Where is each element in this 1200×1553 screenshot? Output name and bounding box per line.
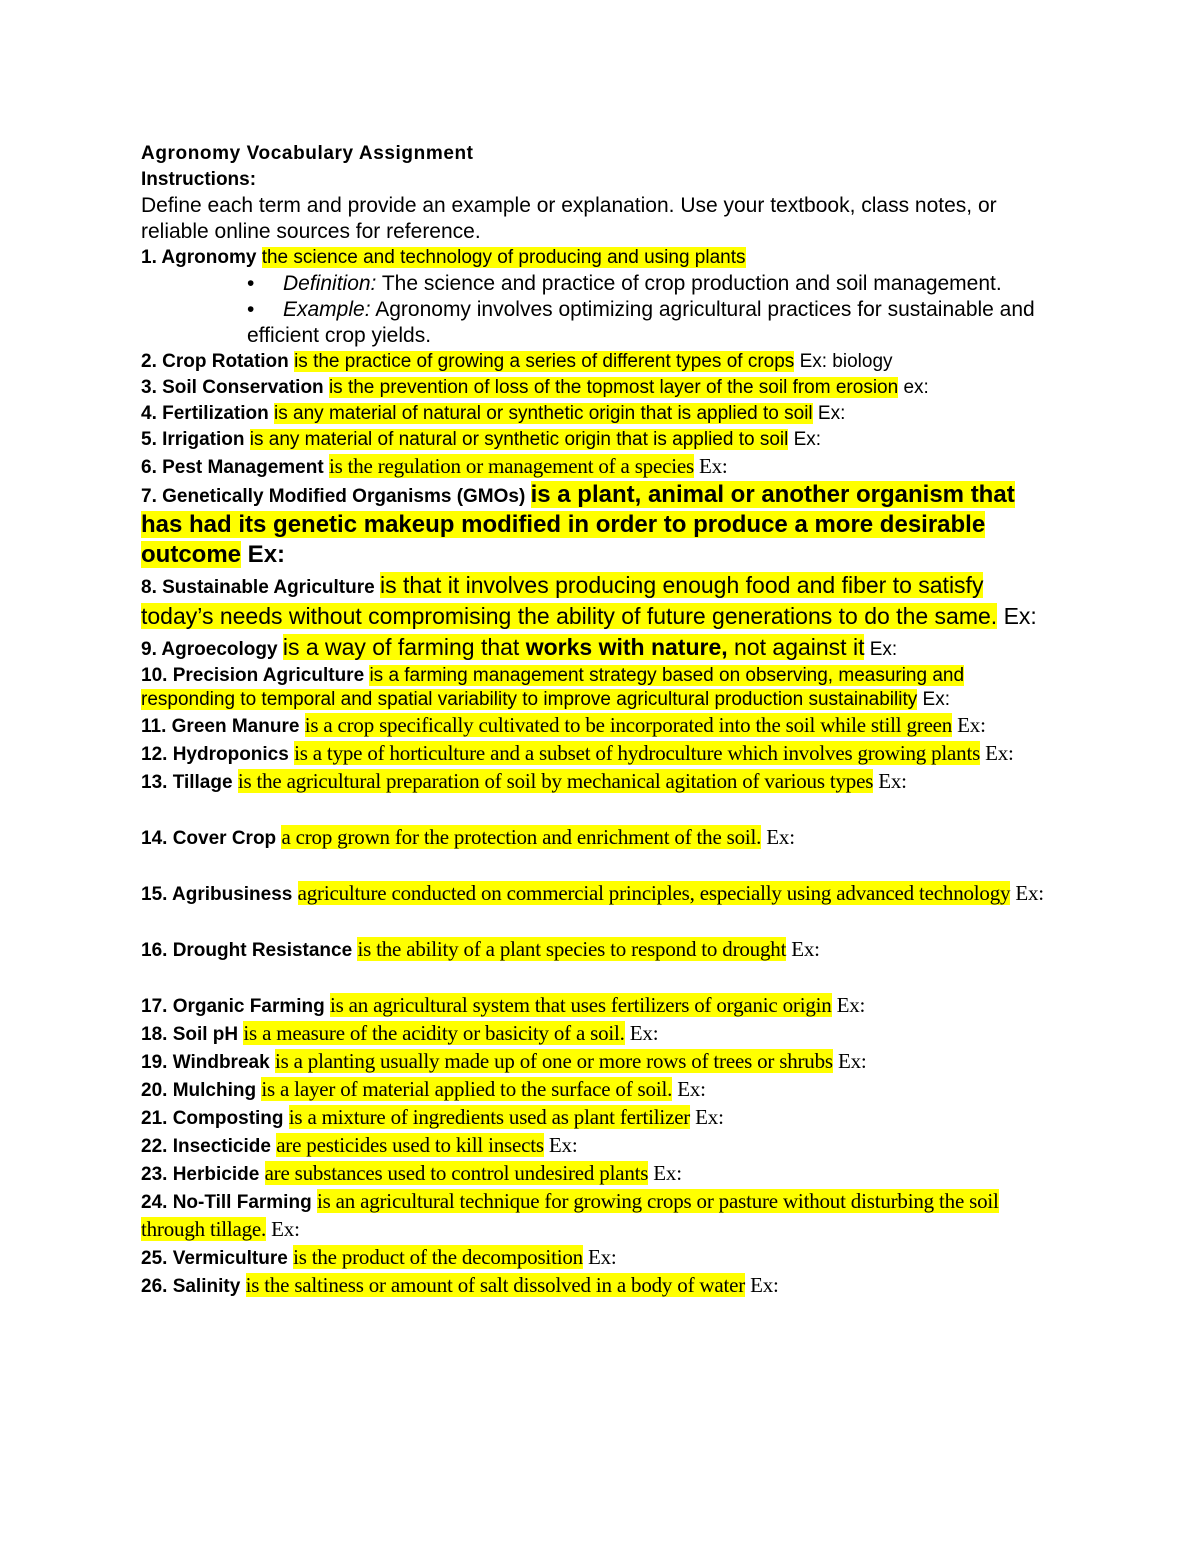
term-example: Ex: (624, 1021, 659, 1045)
term-entry-14 (141, 824, 1061, 852)
term-label: 15. Agribusiness (141, 884, 293, 905)
term-example: Ex: (266, 1217, 300, 1241)
term-label: 7. Genetically Modified Organisms (GMOs) (141, 486, 526, 507)
term-label: 18. Soil pH (141, 1024, 239, 1045)
instructions-label: Instructions: (141, 169, 257, 190)
term-definition: is the agricultural preparation of soil by mechanical agitation of various types (237, 769, 874, 793)
term-definition: is the ability of a plant species to respond to drought (357, 937, 787, 961)
term-example: Ex: (543, 1133, 578, 1157)
term-label: 26. Salinity (141, 1276, 241, 1297)
term-label: 2. Crop Rotation (141, 351, 289, 372)
term-definition: is a measure of the acidity or basicity of a soil. (243, 1021, 625, 1045)
term-label: 23. Herbicide (141, 1164, 260, 1185)
term-definition: is the saltiness or amount of salt dissolved in a body of water (245, 1273, 746, 1297)
term-label: 10. Precision Agriculture (141, 665, 365, 686)
term-entry-15 (141, 880, 1061, 908)
term-label: 12. Hydroponics (141, 744, 289, 765)
term-label: 22. Insecticide (141, 1136, 271, 1157)
term-entry-2 (141, 349, 1061, 375)
term-example: Ex: (980, 741, 1014, 765)
term-entry-22 (141, 1132, 1061, 1160)
term-definition: is the regulation or management of a species (328, 454, 694, 478)
term-label: 11. Green Manure (141, 716, 300, 737)
term-entry-11 (141, 712, 1061, 740)
term-label: 19. Windbreak (141, 1052, 270, 1073)
bullet-text: Agronomy involves optimizing agricultural practices for sustainable and efficient crop yields. (247, 298, 1035, 347)
term-definition: is any material of natural or synthetic origin that is applied to soil (274, 403, 813, 424)
term-example: Ex: (786, 937, 820, 961)
term-definition: is a plant, animal or another organism that has had its genetic makeup modified in order to produce a more desirable outcome (141, 481, 1015, 568)
term-example: Ex: (648, 1161, 682, 1185)
term-definition: agriculture conducted on commercial principles, especially using advanced technology (297, 881, 1011, 905)
term-entry-13 (141, 768, 1061, 796)
term-definition: is a farming management strategy based on observing, measuring and responding to temporal and spatial variability to improve agricultural production sustainability (141, 665, 965, 710)
term-example: ex: (898, 377, 929, 398)
term-entry-19 (141, 1048, 1061, 1076)
bullet-dot: • (247, 298, 255, 321)
blank-line (141, 964, 1061, 992)
term-example: Ex: (745, 1273, 779, 1297)
term-definition: is a crop specifically cultivated to be incorporated into the soil while still green (304, 713, 953, 737)
term-entry-18 (141, 1020, 1061, 1048)
term-entry-1 (141, 245, 1061, 271)
term-label: 6. Pest Management (141, 457, 324, 478)
term-entry-12 (141, 740, 1061, 768)
term-entry-5 (141, 427, 1061, 453)
term-example: Ex: (864, 639, 898, 660)
term-example: Ex: (693, 454, 728, 478)
document-body (141, 141, 1061, 1300)
term-label: 4. Fertilization (141, 403, 269, 424)
term-entry-3 (141, 375, 1061, 401)
term-definition: is an agricultural system that uses fertilizers of organic origin (330, 993, 832, 1017)
term-example: Ex: (788, 429, 822, 450)
term-definition-emphasis: works with nature, (525, 634, 728, 660)
term-entry-8 (141, 571, 1061, 633)
agronomy-definition-bullet (247, 271, 1061, 297)
term-definition: is an agricultural technique for growing crops or pasture without disturbing the soil through tillage. (141, 1189, 999, 1241)
term-entry-24 (141, 1188, 1061, 1244)
bullet-label: Definition: (283, 272, 377, 295)
term-entry-26 (141, 1272, 1061, 1300)
term-entry-6 (141, 453, 1061, 481)
term-example: Ex: biology (794, 351, 893, 372)
term-example: Ex: (582, 1245, 617, 1269)
term-definition-part: not against it (727, 634, 865, 660)
term-entry-20 (141, 1076, 1061, 1104)
term-label: 13. Tillage (141, 772, 233, 793)
term-definition: are substances used to control undesired plants (264, 1161, 649, 1185)
term-entry-7 (141, 481, 1061, 571)
term-example: Ex: (1010, 881, 1044, 905)
term-label: 25. Vermiculture (141, 1248, 288, 1269)
term-example: Ex: (761, 825, 795, 849)
term-example: Ex: (831, 993, 866, 1017)
term-example: Ex: (952, 713, 986, 737)
term-label: 9. Agroecology (141, 639, 278, 660)
term-example: Ex: (812, 403, 846, 424)
term-example: Ex: (997, 603, 1037, 629)
term-example: Ex: (241, 541, 286, 568)
term-entry-9 (141, 633, 1061, 664)
term-entry-16 (141, 936, 1061, 964)
term-label: 20. Mulching (141, 1080, 257, 1101)
term-example: Ex: (690, 1105, 724, 1129)
instructions-text: Define each term and provide an example or explanation. Use your textbook, class notes, or reliable online sources for reference. (141, 194, 997, 243)
bullet-label: Example: (283, 298, 371, 321)
term-entry-4 (141, 401, 1061, 427)
term-example: Ex: (917, 689, 950, 710)
term-label: 16. Drought Resistance (141, 940, 353, 961)
term-example: Ex: (873, 769, 907, 793)
term-definition: is a layer of material applied to the surface of soil. (261, 1077, 673, 1101)
term-entry-17 (141, 992, 1061, 1020)
term-definition: a crop grown for the protection and enrichment of the soil. (281, 825, 762, 849)
document-title: Agronomy Vocabulary Assignment (141, 143, 474, 164)
term-example: Ex: (832, 1049, 867, 1073)
term-definition: is a mixture of ingredients used as plant fertilizer (288, 1105, 691, 1129)
term-label: 24. No-Till Farming (141, 1192, 312, 1213)
term-label: 1. Agronomy (141, 247, 257, 268)
term-label: 3. Soil Conservation (141, 377, 324, 398)
bullet-dot: • (247, 272, 255, 295)
term-definition: is that it involves producing enough food and fiber to satisfy today’s needs without compromising the ability of future generations to do the same. (141, 572, 998, 629)
term-entry-10 (141, 664, 1061, 712)
blank-line (141, 852, 1061, 880)
term-label: 14. Cover Crop (141, 828, 277, 849)
term-entry-25 (141, 1244, 1061, 1272)
term-definition: is the prevention of loss of the topmost layer of the soil from erosion (328, 377, 899, 398)
term-label: 21. Composting (141, 1108, 284, 1129)
term-definition: is the practice of growing a series of different types of crops (294, 351, 795, 372)
term-entry-21 (141, 1104, 1061, 1132)
term-example: Ex: (672, 1077, 706, 1101)
term-definition-part: is a way of farming that (282, 634, 526, 660)
term-definition: the science and technology of producing and using plants (261, 247, 746, 268)
bullet-text: The science and practice of crop production and soil management. (376, 272, 1002, 295)
term-definition: are pesticides used to kill insects (276, 1133, 544, 1157)
term-entry-23 (141, 1160, 1061, 1188)
agronomy-example-bullet (247, 297, 1061, 349)
blank-line (141, 908, 1061, 936)
term-definition: is any material of natural or synthetic origin that is applied to soil (249, 429, 789, 450)
term-definition: is the product of the decomposition (293, 1245, 583, 1269)
term-definition: is a type of horticulture and a subset of hydroculture which involves growing plants (294, 741, 981, 765)
term-label: 17. Organic Farming (141, 996, 325, 1017)
blank-line (141, 796, 1061, 824)
term-definition: is a planting usually made up of one or more rows of trees or shrubs (274, 1049, 833, 1073)
term-label: 5. Irrigation (141, 429, 245, 450)
term-label: 8. Sustainable Agriculture (141, 577, 375, 598)
